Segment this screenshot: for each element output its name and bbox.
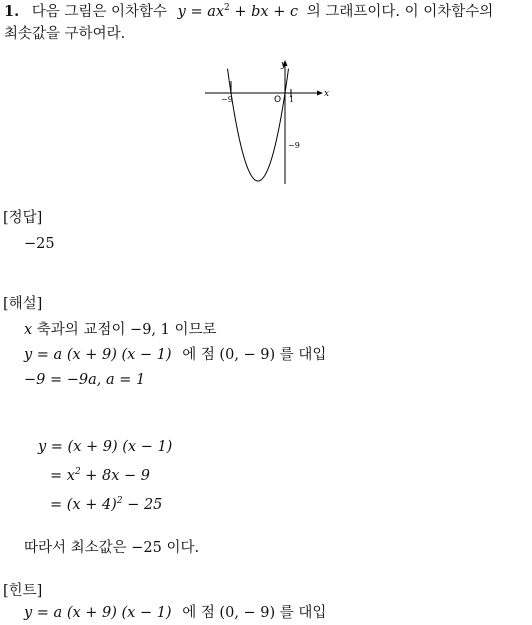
problem-line-1	[4, 2, 493, 22]
solution-eq-2-a: = x	[50, 468, 75, 484]
hint-heading: [힌트]	[3, 583, 43, 599]
solution-line-1	[24, 320, 217, 340]
parabola-graph	[203, 58, 333, 186]
formula-eq: =	[190, 4, 203, 20]
y-axis-label: y	[281, 60, 287, 70]
solution-line-2-math: y = a (x + 9) (x − 1)	[24, 347, 172, 363]
solution-line-3: −9 = −9a, a = 1	[24, 372, 146, 388]
formula-rhs-a: ax	[207, 4, 225, 20]
problem-number: 1.	[4, 3, 20, 20]
problem-text-b: 의 그래프이다. 이 이차함수의	[306, 4, 494, 20]
x-axis-label: x	[324, 89, 330, 99]
problem-text-a: 다음 그림은 이차함수	[31, 4, 168, 20]
origin-label: O	[274, 95, 282, 105]
x-tick-left-label: −9	[221, 95, 233, 104]
parabola-curve	[228, 69, 289, 181]
solution-conclusion: 따라서 최소값은 −25 이다.	[24, 540, 200, 556]
solution-eq-2-exp: 2	[74, 467, 81, 477]
solution-eq-2	[50, 466, 150, 486]
hint-line	[24, 603, 326, 623]
formula-rhs-b: + bx + c	[234, 4, 299, 20]
solution-eq-3-exp: 2	[116, 496, 123, 506]
x-axis-arrow	[317, 91, 323, 96]
solution-eq-3-a: = (x + 4)	[50, 497, 117, 513]
solution-line-1-text: 축과의 교점이 −9, 1 이므로	[36, 322, 217, 338]
y-tick-label: −9	[288, 141, 300, 150]
solution-eq-3	[50, 495, 162, 515]
solution-eq-1: y = (x + 9) (x − 1)	[38, 439, 173, 455]
x-tick-right-label: 1	[289, 95, 295, 104]
solution-eq-2-b: + 8x − 9	[85, 468, 151, 484]
formula-exponent: 2	[224, 3, 230, 13]
graph-svg	[203, 58, 333, 186]
answer-value: −25	[24, 236, 55, 252]
solution-eq-3-b: − 25	[127, 497, 163, 513]
solution-line-2-text: 에 점 (0, − 9) 를 대입	[182, 347, 327, 363]
solution-line-1-math: x	[24, 322, 33, 338]
hint-line-text: 에 점 (0, − 9) 를 대입	[182, 605, 327, 621]
answer-heading: [정답]	[3, 210, 43, 226]
solution-heading: [해설]	[3, 296, 43, 312]
solution-line-2	[24, 345, 326, 365]
hint-line-math: y = a (x + 9) (x − 1)	[24, 605, 172, 621]
problem-line-2: 최솟값을 구하여라.	[4, 26, 126, 42]
formula-lhs: y	[177, 4, 186, 20]
